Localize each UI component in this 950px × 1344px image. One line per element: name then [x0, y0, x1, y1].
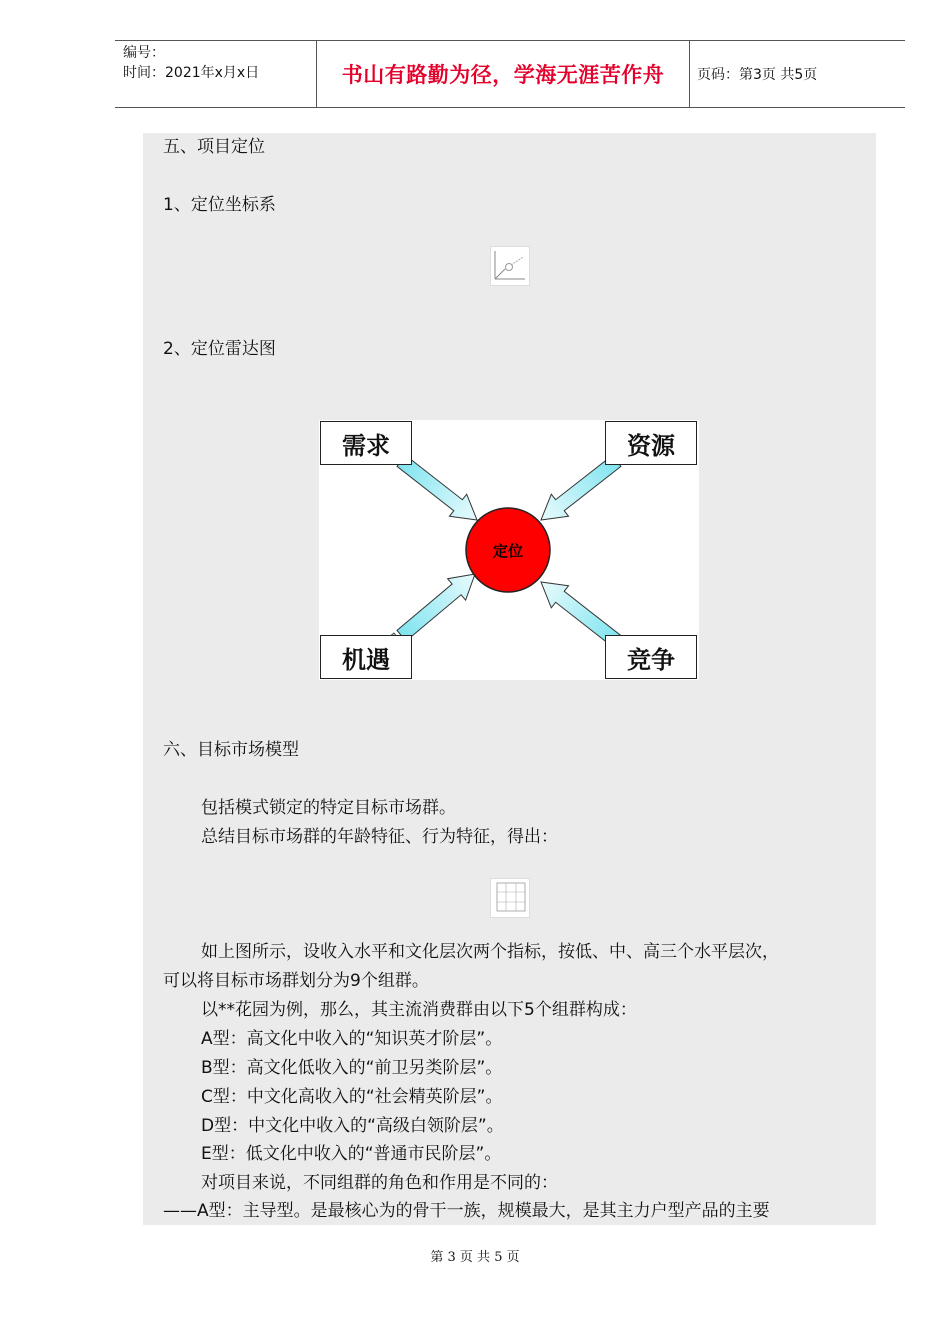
header-left [123, 43, 259, 83]
header-page-label: 页码：第3页 共5页 [697, 67, 818, 83]
box-demand: 需求 [320, 421, 412, 465]
positioning-diagram [319, 420, 699, 680]
type-b-line: B型：高文化低收入的“前卫另类阶层”。 [201, 1058, 503, 1078]
center-label: 定位 [492, 542, 524, 560]
coordinate-system-thumbnail [490, 246, 530, 286]
paragraph: 可以将目标市场群划分为9个组群。 [163, 971, 429, 991]
paragraph: 对项目来说，不同组群的角色和作用是不同的： [201, 1173, 558, 1193]
paragraph: ——A型：主导型。是最核心为的骨干一族，规模最大，是其主力户型产品的主要 [163, 1201, 770, 1221]
box-competition: 竞争 [605, 635, 697, 679]
page-footer: 第 3 页 共 5 页 [430, 1250, 520, 1265]
paragraph: 如上图所示，设收入水平和文化层次两个指标，按低、中、高三个水平层次， [201, 942, 779, 962]
header-divider [689, 41, 690, 107]
time-label: 时间：2021年x月x日 [123, 65, 260, 81]
box-opportunity: 机遇 [320, 635, 412, 679]
section5-sub2: 2、定位雷达图 [163, 339, 276, 359]
section5-title: 五、项目定位 [163, 137, 265, 157]
number-label: 编号： [123, 45, 165, 61]
type-c-line: C型：中文化高收入的“社会精英阶层”。 [201, 1087, 503, 1107]
box-resource: 资源 [605, 421, 697, 465]
type-e-line: E型：低文化中收入的“普通市民阶层”。 [201, 1144, 502, 1164]
paragraph: 包括模式锁定的特定目标市场群。 [201, 798, 456, 818]
section6-title: 六、目标市场模型 [163, 740, 299, 760]
header-motto: 书山有路勤为径，学海无涯苦作舟 [341, 63, 665, 87]
document-header [115, 40, 905, 108]
paragraph: 总结目标市场群的年龄特征、行为特征，得出： [201, 827, 558, 847]
market-grid-thumbnail [490, 878, 530, 918]
type-d-line: D型：中文化中收入的“高级白领阶层”。 [201, 1116, 504, 1136]
paragraph: 以**花园为例，那么，其主流消费群由以下5个组群构成： [201, 1000, 637, 1020]
type-a-line: A型：高文化中收入的“知识英才阶层”。 [201, 1029, 503, 1049]
section5-sub1: 1、定位坐标系 [163, 195, 276, 215]
